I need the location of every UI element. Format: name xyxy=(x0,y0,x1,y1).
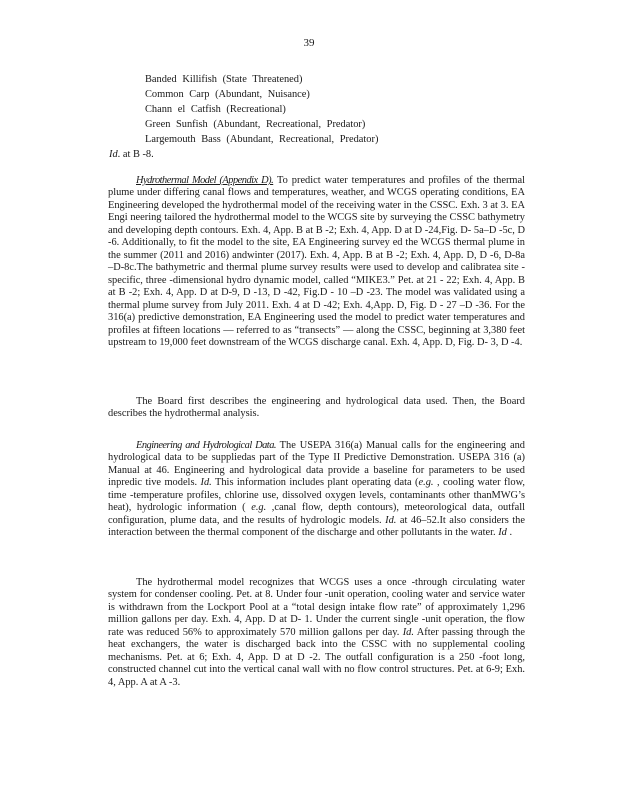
species-text: Green Sunfish (Abundant, Recreational, Predator) xyxy=(145,119,366,130)
paragraph-text: After passing through the heat exchangers, the water is discharged back into the CSSC with no supplemental cooling mechanisms. Pet. at 6; Exh. 4, App. D at D -2. The outfall configuration is a 250 -foot long, constructed channel cut into the vertical canal wall with no flow control structures. Pet. at 6-9; Exh. 4, App. A at A -3. xyxy=(108,626,525,688)
paragraph-text: The USEPA 316(a) Manual calls for the engineering and hydrological data to be suppliedas part of the Type II Predictive Demonstration. USEPA 316 (a) Manual at 46. Engineering and hydrological data provide a baseline for parameters to be used inpredic tive models. xyxy=(108,440,525,489)
citation-id: Id xyxy=(109,149,118,160)
paragraph-text: This information includes plant operating data ( xyxy=(211,477,419,489)
citation-eg: e.g. xyxy=(418,477,434,489)
species-text: Banded Killifish (State Threatened) xyxy=(145,74,303,85)
bullet-icon xyxy=(109,72,145,87)
paragraph-text: at 46–52.It also considers the interaction between the thermal component of the discharge and other pollutants in the water. xyxy=(108,514,525,539)
bullet-icon xyxy=(109,102,145,117)
list-item xyxy=(109,87,409,102)
paragraph-text: , cooling water flow, time -temperature profiles, chlorine use, dissolved oxygen levels, contaminants other thanMWG’s heat), hydrologic information ( xyxy=(108,477,526,514)
citation-id: Id xyxy=(498,527,507,539)
species-text: Largemouth Bass (Abundant, Recreational, Predator) xyxy=(145,134,379,145)
list-item xyxy=(109,102,409,117)
section-heading-engineering-data: Engineering and Hydrological Data. xyxy=(136,440,276,451)
bullet-icon xyxy=(109,87,145,102)
citation-id: Id. xyxy=(200,477,212,489)
citation-eg: e.g. xyxy=(251,502,267,514)
citation-id: Id. xyxy=(402,626,414,638)
section-heading-hydrothermal-model: Hydrothermal Model (Appendix D). xyxy=(136,175,274,186)
page-number: 39 xyxy=(303,37,315,49)
paragraph-text: The hydrothermal model recognizes that WCGS uses a once -through circulating water system for condenser cooling. Pet. at 8. Under four -unit operation, cooling water and service water is withdrawn from the Lockport Pool at a “total design intake flow rate” of approximately 1,296 million gallons per day. Exh. 4, App. D at D- 1. Under the current single -unit operation, the flow rate was reduced 56% to approximately 570 million gallons per day. xyxy=(108,577,525,638)
list-item xyxy=(109,117,409,132)
paragraph-hydrothermal-model xyxy=(108,175,525,350)
paragraph-board-overview xyxy=(108,396,525,421)
bullet-icon xyxy=(109,132,145,147)
paragraph-text: . xyxy=(506,527,513,539)
paragraph-engineering-data xyxy=(108,440,525,540)
paragraph-text: ,canal flow, depth contours), meteorological data, outfall configuration, plume data, and the results of hydrologic models. xyxy=(108,502,525,526)
species-citation xyxy=(109,147,409,162)
species-text: Common Carp (Abundant, Nuisance) xyxy=(145,89,310,100)
list-item xyxy=(109,72,409,87)
list-item xyxy=(109,132,409,147)
paragraph-text: To predict water temperatures and profiles of the thermal plume under differing canal flows and temperatures, weather, and WCGS operating conditions, EA Engineering developed the hydrothermal model of the receiving water in the CSSC. Exh. 3 at 3. EA Engi neering tailored the hydrothermal model to the WCGS site by surveying the CSSC bathymetry and developing depth contours. Exh. 4, App. B at B -2; Exh. 4, App. D at D -24,Fig. D- 5a–D -5c, D -6. Additionally, to fit the model to the site, EA Engineering survey ed the WCGS thermal plume in the summer (2011 and 2016) andwinter (2017). Exh. 4, App. B at B -2; Exh. 4, App. D, D -6, D-8a –D-8c.The bathymetric and thermal plume survey results were used to develop and calibratea site -specific, three -dimensional hydro dynamic model, called “MIKE3.” Pet. at 21 - 22; Exh. 4, App. B at B -2; Exh. 4, App. D at D-9, D -13, D -42, Fig.D - 10 –D -23. The model was validated using a thermal plume survey from July 2011. Exh. 4 at D -42; Exh. 4,App. D, Fig. D - 27 –D -36. For the 316(a) predictive demonstration, EA Engineering used the model to predict water temperatures and profiles at fifteen locations — referred to as “transects” — along the CSSC, beginning at 3,380 feet upstream to 19,000 feet downstream of the WCGS discharge canal. Exh. 4, App. D, Fig. D- 3, D -4. xyxy=(108,175,525,349)
species-text: Chann el Catfish (Recreational) xyxy=(145,104,286,115)
bullet-icon xyxy=(109,117,145,132)
citation-id: Id. xyxy=(385,514,397,526)
paragraph-text: The Board first describes the engineering and hydrological data used. Then, the Board describes the hydrothermal analysis. xyxy=(108,396,525,420)
species-list xyxy=(109,72,409,162)
paragraph-once-through-system xyxy=(108,577,525,689)
citation-text: . at B -8. xyxy=(117,149,154,160)
